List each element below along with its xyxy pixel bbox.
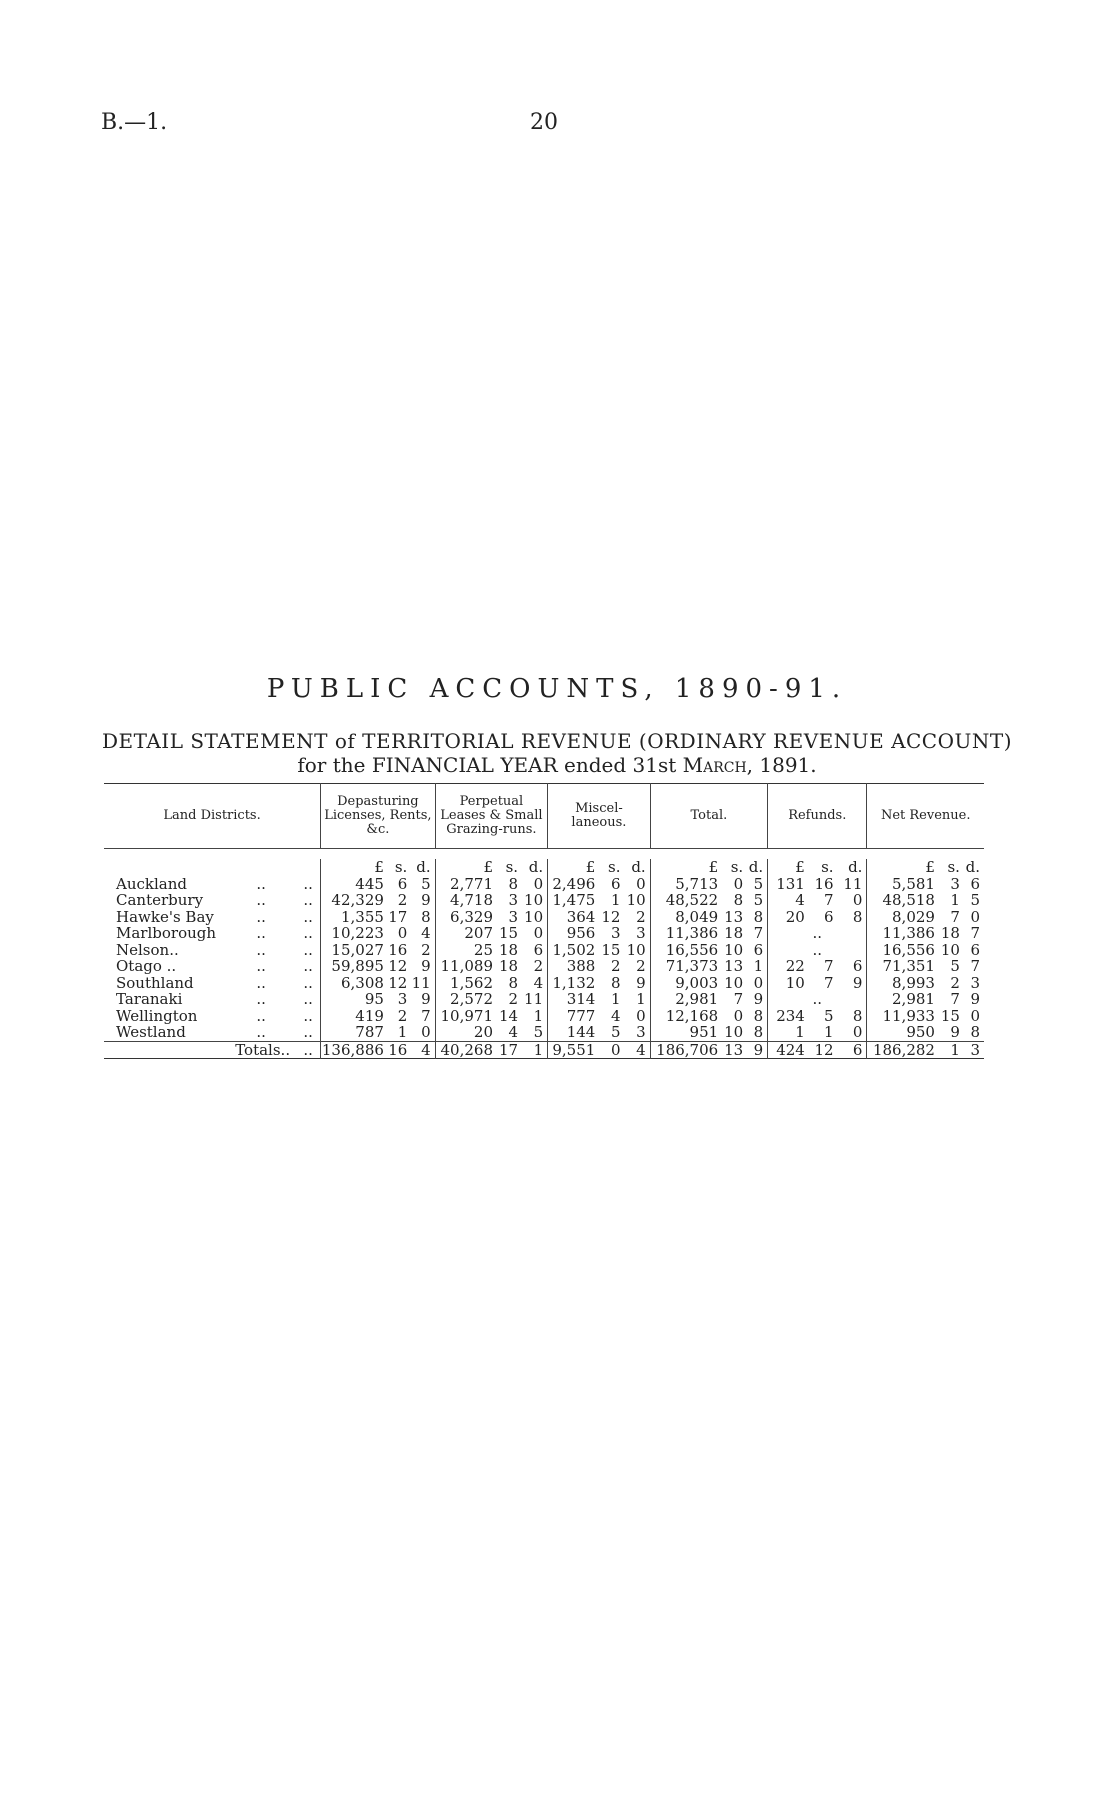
perp-pence: 5 [533,1023,544,1041]
page-title: PUBLIC ACCOUNTS, 1890-91. [266,674,848,704]
dep-pence: 9 [421,891,431,909]
ref-ditto: .. [768,991,867,1008]
dep-shillings: 1 [397,1023,408,1041]
totals-row [104,1041,984,1059]
dep-pounds: 15,027 [321,942,388,959]
misc-pounds: 1,475 [548,892,600,909]
leader-dots: .. [256,907,266,926]
net-shillings: 7 [950,907,960,926]
net-shillings: 9 [950,1023,960,1041]
unit-pounds: £ [650,859,722,876]
col-header-refunds: Refunds. [768,784,867,849]
net-shillings: 2 [950,973,960,992]
unit-shillings: s. [394,858,408,876]
ref-shillings: 7 [824,957,834,975]
misc-pounds: 1,502 [548,942,600,959]
table-row [104,942,984,959]
ref-pence: 9 [852,973,863,992]
misc-shillings: 15 [601,940,621,959]
misc-shillings: 1 [610,891,621,909]
dep-shillings: 2 [397,891,408,909]
ref-pounds: 234 [768,1008,809,1025]
dep-shillings: 17 [388,907,408,926]
perp-pence: 10 [524,907,544,926]
net-pounds: 11,933 [867,1008,939,1025]
ref-shillings: 6 [824,907,834,926]
perp-pounds: 2,572 [435,991,497,1008]
ref-shillings: 16 [814,874,834,893]
units-row [104,859,984,876]
leader-dots: .. [303,891,313,909]
table-row [104,876,984,893]
dep-shillings: 0 [397,924,408,942]
table-row [104,1008,984,1025]
period-prefix: for the FINANCIAL YEAR ended 31st [297,753,677,777]
col-header-land-districts: Land Districts. [104,784,321,849]
net-pounds: 71,351 [867,958,939,975]
net-pence: 0 [970,907,980,926]
total-shillings: 0 [733,874,744,893]
district-name: Canterbury [116,891,204,909]
header-row [104,784,984,849]
total-total-pence: 9 [747,1041,767,1059]
misc-pounds: 2,496 [548,876,600,893]
perp-shillings: 4 [508,1023,519,1041]
misc-shillings: 2 [610,957,621,975]
perp-pounds: 207 [435,925,497,942]
dep-pounds: 1,355 [321,909,388,926]
perp-shillings: 18 [498,957,519,975]
dep-shillings: 6 [397,874,408,893]
net-pounds: 16,556 [867,942,939,959]
leader-dots: .. [256,1006,266,1025]
total-pence: 8 [753,907,764,926]
unit-shillings: s. [947,858,960,876]
district-name: Auckland [116,874,187,893]
misc-pounds: 314 [548,991,600,1008]
net-pounds: 950 [867,1024,939,1041]
perp-pounds: 6,329 [435,909,497,926]
misc-shillings: 6 [610,874,621,893]
col-header-total: Total. [650,784,767,849]
perp-pence: 0 [533,874,544,893]
units-empty [104,859,321,876]
misc-pence: 2 [636,907,646,926]
unit-pence: d. [965,858,980,876]
total-ref-pence: 6 [838,1041,867,1059]
net-shillings: 1 [950,891,960,909]
unit-pounds: £ [867,859,939,876]
net-shillings: 18 [940,924,960,942]
total-pounds: 5,713 [650,876,722,893]
perp-pence: 11 [524,990,544,1008]
total-total-shillings: 13 [722,1041,747,1059]
unit-pounds: £ [768,859,809,876]
dep-pence: 4 [421,924,431,942]
ref-pence: 11 [843,874,863,893]
ref-pence: 0 [852,891,863,909]
perp-pounds: 10,971 [435,1008,497,1025]
leader-dots: .. [303,874,313,893]
misc-pence: 0 [636,874,646,893]
misc-shillings: 5 [610,1023,621,1041]
net-pence: 3 [970,973,980,992]
misc-pounds: 1,132 [548,975,600,992]
dep-shillings: 16 [388,940,408,959]
ref-pounds: 10 [768,975,809,992]
leader-dots: .. [256,924,266,942]
period-suffix: , 1891. [746,753,817,777]
dep-pence: 9 [421,957,431,975]
total-pounds: 12,168 [650,1008,722,1025]
revenue-table [104,783,984,1059]
leader-dots: .. [303,924,313,942]
dep-pounds: 787 [321,1024,388,1041]
total-perp-shillings: 17 [497,1041,522,1059]
misc-shillings: 12 [601,907,621,926]
misc-shillings: 3 [610,924,621,942]
leader-dots: .. [256,874,266,893]
net-shillings: 15 [940,1006,960,1025]
misc-shillings: 1 [610,990,621,1008]
perp-pence: 0 [533,924,544,942]
district-name: Otago .. [116,957,177,975]
district-name: Southland [116,973,194,992]
total-net-pence: 3 [964,1041,984,1059]
unit-shillings: s. [730,858,744,876]
perp-pounds: 25 [435,942,497,959]
dep-pounds: 6,308 [321,975,388,992]
ref-shillings: 1 [824,1023,834,1041]
dep-pence: 9 [421,990,431,1008]
net-pounds: 8,993 [867,975,939,992]
leader-dots: .. [256,1023,266,1041]
district-name: Hawke's Bay [116,907,214,926]
table-row [104,1024,984,1041]
leader-dots: .. [303,907,313,926]
col-header-miscellaneous: Miscel-laneous. [548,784,651,849]
misc-pence: 2 [636,957,646,975]
total-pounds: 8,049 [650,909,722,926]
total-pence: 5 [753,891,764,909]
total-perp-pounds: 40,268 [435,1041,497,1059]
dep-pence: 5 [421,874,431,893]
dep-pounds: 445 [321,876,388,893]
misc-pence: 0 [636,1006,646,1025]
net-pence: 7 [970,957,980,975]
dep-shillings: 3 [397,990,408,1008]
col-header-depasturing: Depasturing Licenses, Rents, &c. [321,784,436,849]
unit-pence: d. [528,858,544,876]
total-pence: 0 [753,973,764,992]
net-shillings: 5 [950,957,960,975]
perp-shillings: 8 [508,874,519,893]
perp-pounds: 4,718 [435,892,497,909]
misc-pounds: 777 [548,1008,600,1025]
table-row [104,975,984,992]
unit-pounds: £ [321,859,388,876]
misc-shillings: 4 [610,1006,621,1025]
ref-shillings: 7 [824,891,834,909]
dep-pounds: 95 [321,991,388,1008]
table-row [104,958,984,975]
leader-dots: .. [296,1041,321,1059]
total-pence: 6 [753,940,764,959]
perp-pence: 6 [533,940,544,959]
total-pence: 8 [753,1023,764,1041]
leader-dots: .. [256,973,266,992]
col-header-perpetual: Perpetual Leases & Small Grazing-runs. [435,784,547,849]
period-month: March [682,753,747,777]
total-net-shillings: 1 [939,1041,964,1059]
perp-pence: 4 [533,973,544,992]
dep-pence: 11 [411,973,431,992]
ref-ditto: .. [768,925,867,942]
dep-pence: 0 [421,1023,431,1041]
total-ref-shillings: 12 [809,1041,838,1059]
total-pounds: 2,981 [650,991,722,1008]
leader-dots: .. [256,957,266,975]
total-misc-pounds: 9,551 [548,1041,600,1059]
ref-pence: 0 [852,1023,863,1041]
total-shillings: 13 [724,957,744,975]
ref-pounds: 20 [768,909,809,926]
perp-shillings: 18 [498,940,519,959]
unit-pounds: £ [435,859,497,876]
total-misc-shillings: 0 [599,1041,624,1059]
ref-pence: 8 [852,1006,863,1025]
misc-shillings: 8 [610,973,621,992]
unit-pounds: £ [548,859,600,876]
dep-pence: 2 [421,940,431,959]
ref-pounds: 4 [768,892,809,909]
misc-pence: 3 [636,1023,646,1041]
unit-pence: d. [848,858,863,876]
perp-shillings: 8 [508,973,519,992]
net-pence: 8 [970,1023,980,1041]
table-row [104,909,984,926]
dep-pounds: 419 [321,1008,388,1025]
misc-pounds: 144 [548,1024,600,1041]
total-misc-pence: 4 [624,1041,650,1059]
total-shillings: 8 [733,891,744,909]
ref-shillings: 7 [824,973,834,992]
net-pence: 7 [970,924,980,942]
total-shillings: 10 [724,940,744,959]
table-row [104,892,984,909]
net-shillings: 3 [950,874,960,893]
net-pence: 5 [970,891,980,909]
unit-shillings: s. [608,858,621,876]
net-pence: 6 [970,874,980,893]
total-pounds: 951 [650,1024,722,1041]
misc-pence: 3 [636,924,646,942]
leader-dots: .. [303,940,313,959]
total-pounds: 48,522 [650,892,722,909]
totals-label: Totals.. [104,1041,296,1059]
total-shillings: 7 [733,990,744,1008]
leader-dots: .. [303,973,313,992]
total-ref-pounds: 424 [768,1041,809,1059]
misc-pence: 9 [636,973,646,992]
total-dep-pounds: 136,886 [321,1041,388,1059]
dep-pounds: 59,895 [321,958,388,975]
total-pounds: 9,003 [650,975,722,992]
net-pence: 0 [970,1006,980,1025]
total-pounds: 16,556 [650,942,722,959]
leader-dots: .. [256,940,266,959]
ref-ditto: .. [768,942,867,959]
unit-shillings: s. [821,858,834,876]
col-header-net-revenue: Net Revenue. [867,784,984,849]
leader-dots: .. [256,891,266,909]
total-pounds: 11,386 [650,925,722,942]
net-pounds: 5,581 [867,876,939,893]
dep-shillings: 12 [388,973,408,992]
leader-dots: .. [256,990,266,1008]
total-pounds: 71,373 [650,958,722,975]
net-shillings: 10 [940,940,960,959]
dep-pence: 8 [421,907,431,926]
perp-shillings: 3 [508,907,519,926]
total-pence: 9 [753,990,764,1008]
net-pence: 9 [970,990,980,1008]
table-row [104,925,984,942]
district-name: Nelson.. [116,940,179,959]
unit-shillings: s. [505,858,519,876]
unit-pence: d. [748,858,764,876]
perp-pence: 10 [524,891,544,909]
page-number: 20 [530,110,558,135]
net-pounds: 8,029 [867,909,939,926]
misc-pence: 1 [636,990,646,1008]
dep-shillings: 12 [388,957,408,975]
leader-dots: .. [303,1023,313,1041]
perp-shillings: 2 [508,990,519,1008]
misc-pounds: 364 [548,909,600,926]
total-shillings: 18 [724,924,744,942]
misc-pence: 10 [626,891,646,909]
total-dep-pence: 4 [411,1041,435,1059]
statement-period [0,753,1114,777]
net-pence: 6 [970,940,980,959]
net-pounds: 48,518 [867,892,939,909]
misc-pence: 10 [626,940,646,959]
perp-pence: 1 [533,1006,544,1025]
total-net-pounds: 186,282 [867,1041,939,1059]
perp-pounds: 1,562 [435,975,497,992]
leader-dots: .. [303,1006,313,1025]
perp-shillings: 14 [498,1006,519,1025]
perp-shillings: 3 [508,891,519,909]
leader-dots: .. [303,957,313,975]
unit-pence: d. [631,858,646,876]
total-shillings: 0 [733,1006,744,1025]
ref-pounds: 1 [768,1024,809,1041]
district-name: Westland [116,1023,186,1041]
ref-pounds: 22 [768,958,809,975]
document-reference: B.—1. [101,110,168,135]
perp-pounds: 11,089 [435,958,497,975]
dep-shillings: 2 [397,1006,408,1025]
misc-pounds: 956 [548,925,600,942]
district-name: Taranaki [116,990,183,1008]
total-pence: 7 [753,924,764,942]
net-pounds: 11,386 [867,925,939,942]
dep-pounds: 10,223 [321,925,388,942]
net-pounds: 2,981 [867,991,939,1008]
perp-pence: 2 [533,957,544,975]
total-pence: 8 [753,1006,764,1025]
perp-pounds: 2,771 [435,876,497,893]
ref-pence: 8 [852,907,863,926]
total-total-pounds: 186,706 [650,1041,722,1059]
dep-pence: 7 [421,1006,431,1025]
ref-shillings: 5 [824,1006,834,1025]
statement-title: DETAIL STATEMENT of TERRITORIAL REVENUE (ORDINARY REVENUE ACCOUNT) [101,729,1013,753]
total-pence: 5 [753,874,764,893]
total-shillings: 13 [724,907,744,926]
ref-pounds: 131 [768,876,809,893]
total-shillings: 10 [724,973,744,992]
table-row [104,991,984,1008]
district-name: Wellington [116,1006,198,1025]
perp-shillings: 15 [498,924,519,942]
total-shillings: 10 [724,1023,744,1041]
perp-pounds: 20 [435,1024,497,1041]
leader-dots: .. [303,990,313,1008]
misc-pounds: 388 [548,958,600,975]
unit-pence: d. [416,858,431,876]
district-name: Marlborough [116,924,217,942]
dep-pounds: 42,329 [321,892,388,909]
net-shillings: 7 [950,990,960,1008]
total-pence: 1 [753,957,764,975]
total-dep-shillings: 16 [388,1041,411,1059]
ref-pence: 6 [852,957,863,975]
total-perp-pence: 1 [522,1041,548,1059]
